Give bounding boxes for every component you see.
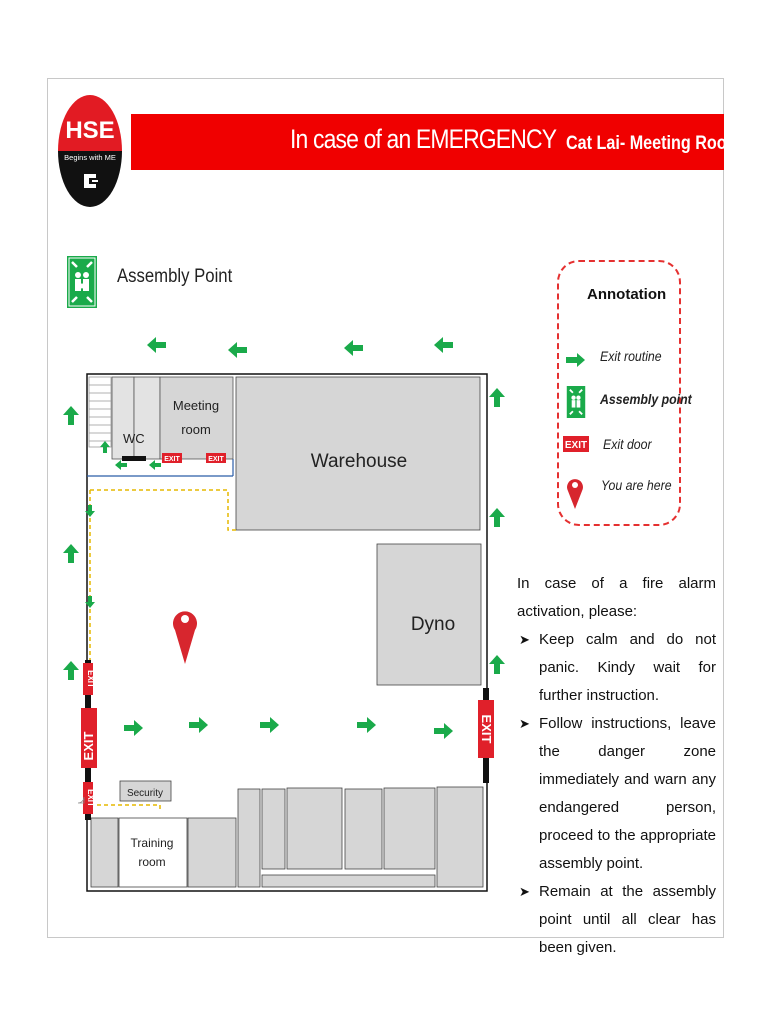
room: [345, 789, 382, 869]
exit-route-arrow: [228, 342, 247, 358]
exit-route-arrow: [63, 406, 79, 425]
meeting-room-label: room: [181, 422, 211, 437]
svg-text:EXIT: EXIT: [86, 670, 95, 688]
security-label: Security: [126, 788, 164, 799]
room: [287, 788, 342, 869]
exit-route-arrow: [344, 340, 363, 356]
legend-title: Annotation: [587, 286, 667, 303]
instruction-item: ➤ Remain at the assembly point until all clear has been given.: [517, 878, 716, 962]
svg-text:EXIT: EXIT: [86, 789, 95, 807]
svg-text:EXIT: EXIT: [564, 440, 588, 451]
legend-assembly-point: Assembly point: [600, 391, 692, 407]
room: [91, 818, 118, 887]
wc-stall: [134, 377, 160, 459]
logo-text: HSE: [65, 117, 115, 144]
svg-text:EXIT: EXIT: [479, 714, 494, 744]
fire-alarm-instructions: [517, 570, 716, 962]
instruction-item: ➤ Keep calm and do not panic. Kindy wait for further instruction.: [517, 626, 716, 710]
training-room-label: room: [138, 855, 166, 869]
svg-text:EXIT: EXIT: [81, 731, 96, 761]
room: [188, 818, 236, 887]
arrow-bullet-icon: ➤: [519, 716, 530, 731]
svg-text:EXIT: EXIT: [208, 456, 224, 463]
meeting-room-label: Meeting: [172, 398, 220, 413]
room: [238, 789, 260, 887]
room: [262, 789, 285, 869]
exit-route-arrow: [63, 661, 79, 680]
legend-exit-routine: Exit routine: [600, 348, 662, 364]
exit-sign-icon: [206, 453, 226, 463]
exit-sign-icon: [81, 708, 97, 768]
exit-route-arrow: [489, 655, 505, 674]
meeting-room: [160, 377, 233, 459]
exit-route-arrow: [489, 388, 505, 407]
arrow-bullet-icon: ➤: [519, 884, 530, 899]
exit-sign-icon: [162, 453, 182, 463]
training-room-label: Training: [130, 836, 174, 850]
instruction-item: ➤ Follow instructions, leave the danger zone immediately and warn any endangered person, proceed to the appropriate assembly point.: [517, 710, 716, 878]
assembly-point-label: Assembly Point: [117, 266, 233, 287]
warehouse-label: Warehouse: [310, 451, 408, 472]
exit-sign-icon: [478, 700, 494, 758]
exit-route-arrow: [147, 337, 166, 353]
legend-you-are-here: You are here: [601, 477, 672, 493]
wc-stall: [112, 377, 134, 459]
exit-route-arrow: [63, 544, 79, 563]
room: [262, 875, 435, 887]
instructions-list: [517, 626, 716, 962]
stairs: [89, 377, 111, 447]
location-title: Cat Lai- Meeting Room: [566, 133, 741, 154]
room: [437, 787, 483, 887]
page-title: In case of an EMERGENCY: [290, 124, 557, 154]
wc-label: WC: [123, 431, 145, 446]
arrow-bullet-icon: ➤: [519, 632, 530, 647]
logo-tagline: Begins with ME: [64, 153, 116, 162]
room: [384, 788, 435, 869]
exit-route-arrow: [434, 337, 453, 353]
svg-text:EXIT: EXIT: [164, 456, 180, 463]
dyno-label: Dyno: [410, 614, 456, 635]
instructions-lead: In case of a fire alarm activation, please:: [517, 575, 716, 620]
training-room: [119, 818, 187, 887]
exit-route-arrow: [489, 508, 505, 527]
legend-exit-door: Exit door: [603, 436, 652, 452]
